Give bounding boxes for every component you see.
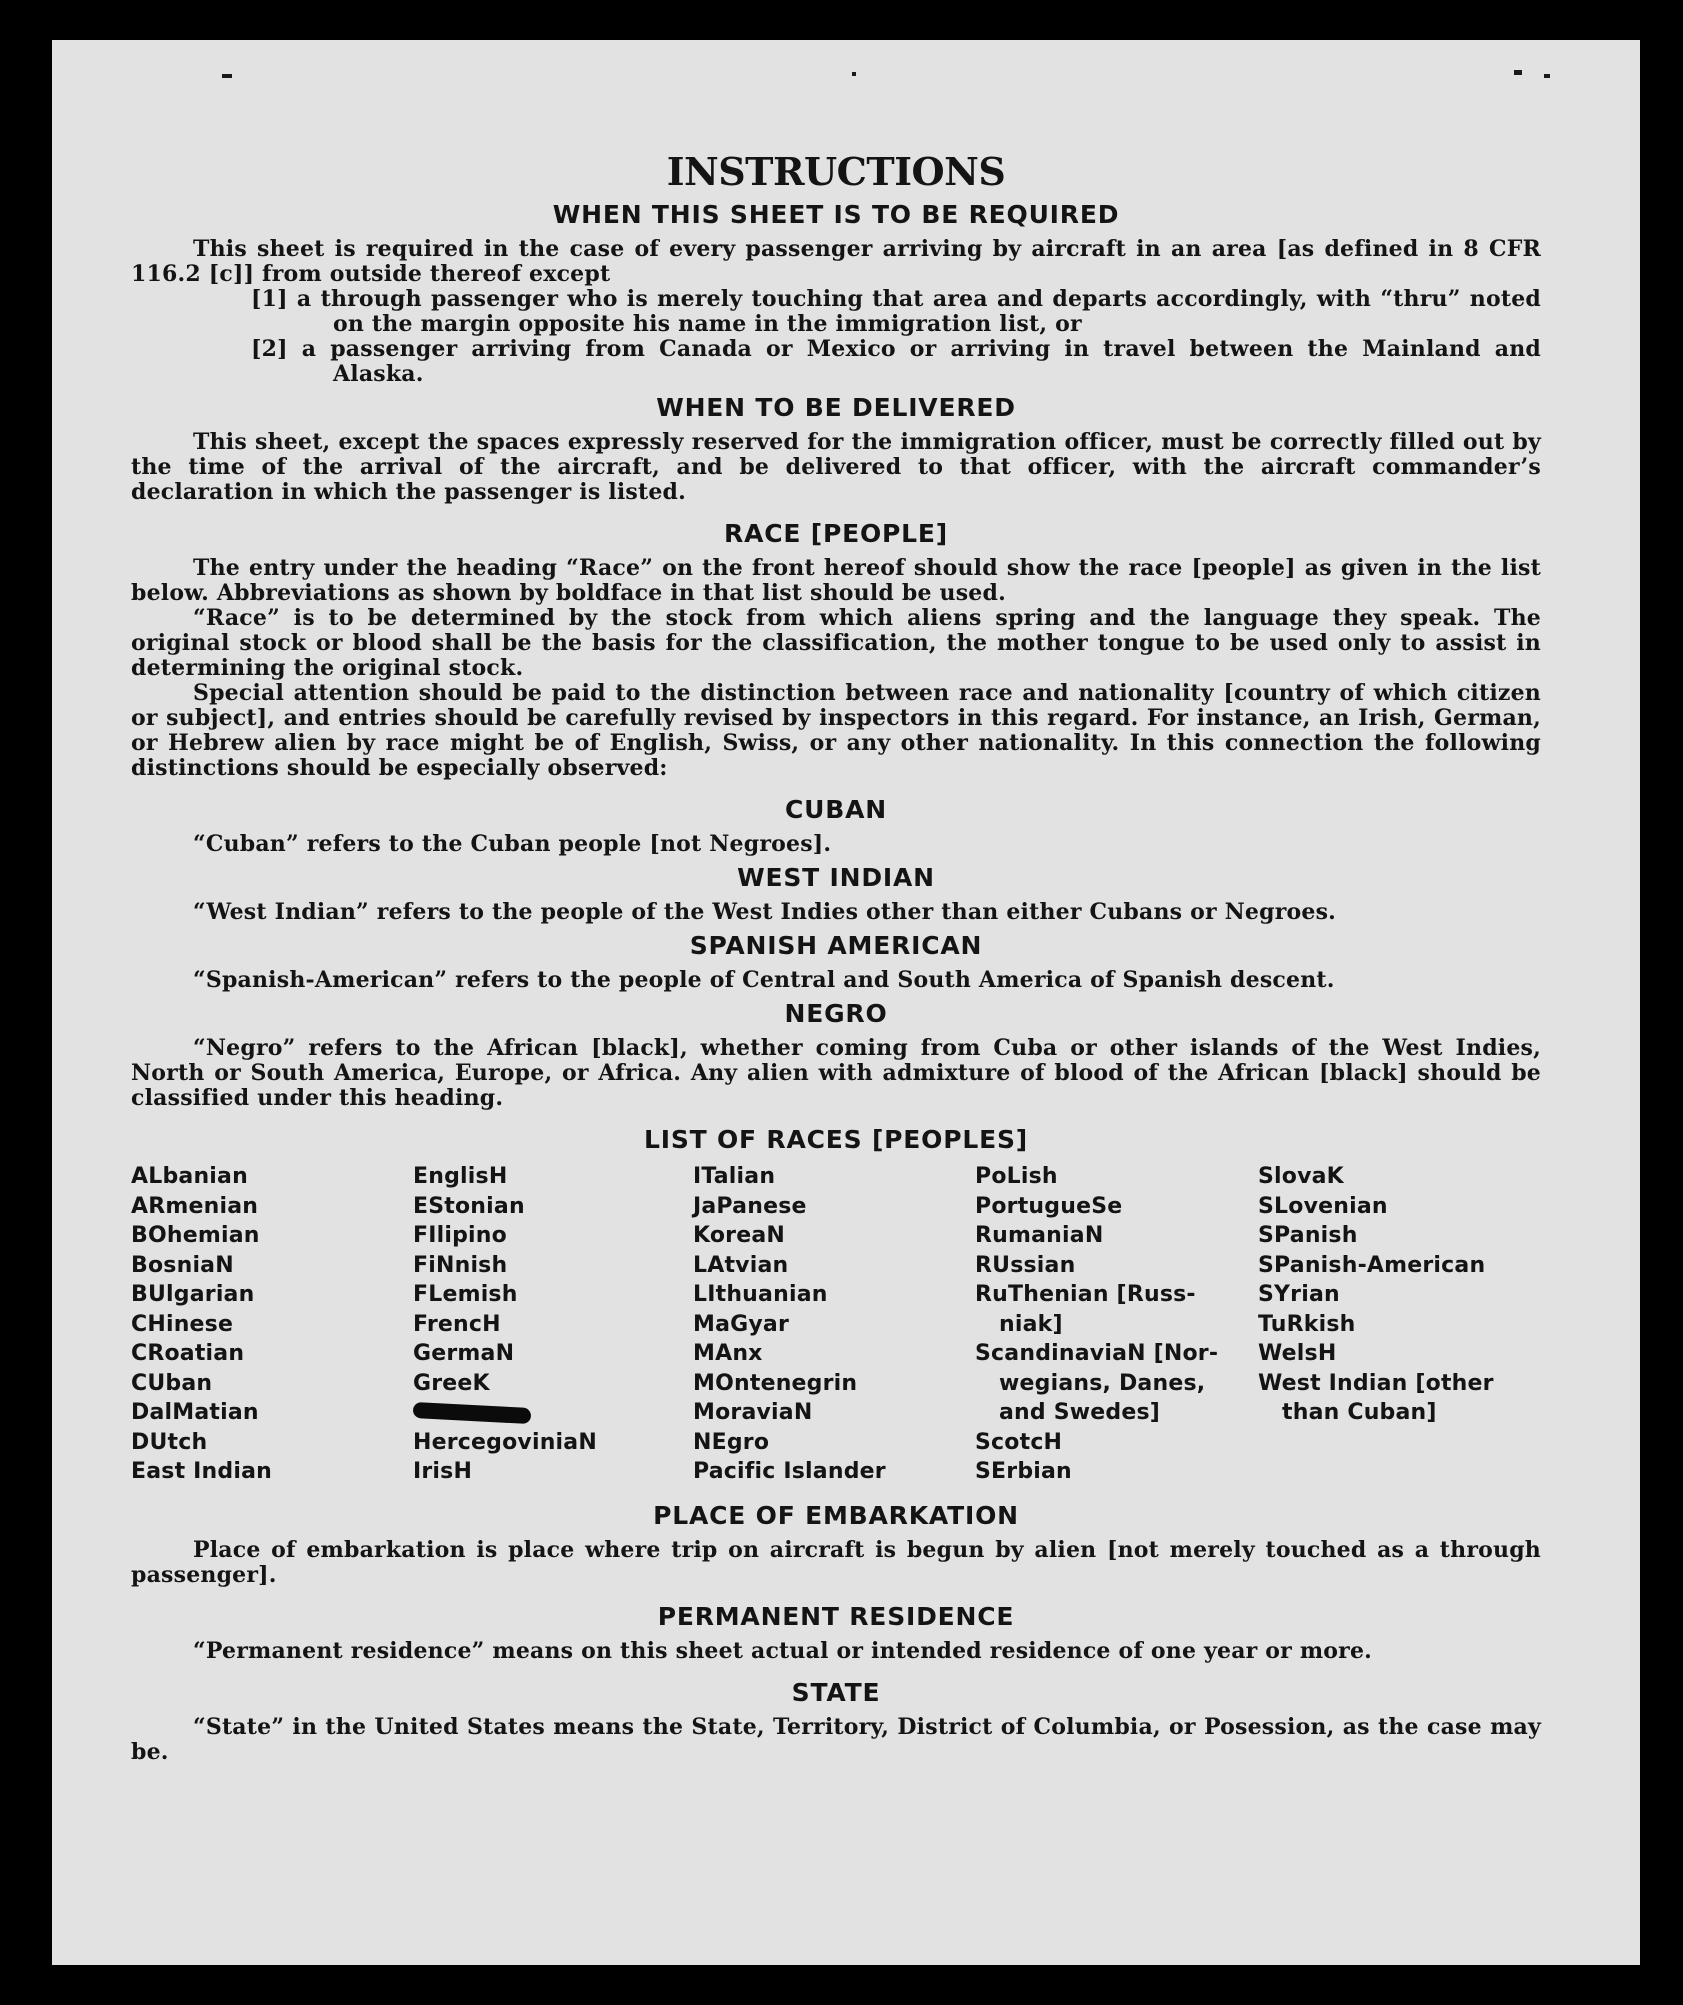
race-entry: IrisH <box>413 1459 473 1484</box>
race-entry: ALbanian <box>131 1164 248 1189</box>
heading-west-indian: WEST INDIAN <box>737 863 935 892</box>
race-entry: TuRkish <box>1258 1311 1356 1337</box>
race-entry: ScotcH <box>975 1429 1063 1455</box>
race-entry: MoraviaN <box>693 1400 813 1425</box>
race-entry: FIlipino <box>413 1223 507 1248</box>
heading-spanish-american: SPANISH AMERICAN <box>689 931 983 960</box>
document-sheet <box>52 40 1640 1965</box>
negro-text: “Negro” refers to the African [black], whether coming from Cuba or other islands of the West Indies, North or South America, Europe, or Africa. Any alien with admixture of blood of the African [black] should be classified under this heading. <box>131 1035 1541 1111</box>
race-entry: ITalian <box>693 1164 776 1189</box>
heading-required: WHEN THIS SHEET IS TO BE REQUIRED <box>552 200 1120 229</box>
race-entry: CHinese <box>131 1311 234 1337</box>
race-entry: PortugueSe <box>975 1193 1123 1219</box>
race-entry: ARmenian <box>131 1193 259 1219</box>
race-entry: JaPanese <box>693 1193 807 1219</box>
speck <box>852 72 856 76</box>
race-entry-continued: than Cuban] <box>1282 1400 1437 1425</box>
instructions-content <box>131 150 1541 1765</box>
race-paragraph-3: Special attention should be paid to the distinction between race and nationality [country of which citizen or subject], and entries should be carefully revised by inspectors in this regard. For instance, an Irish, German, or Hebrew alien by race might be of English, Swiss, or any other nationality. In this connection the following distinctions should be especially observed: <box>131 680 1541 781</box>
race-entry: LIthuanian <box>693 1282 828 1307</box>
heading-negro: NEGRO <box>784 999 888 1028</box>
race-entry: DUtch <box>131 1429 208 1455</box>
heading-cuban: CUBAN <box>785 795 887 824</box>
race-entry: KoreaN <box>693 1223 786 1248</box>
race-entry: MaGyar <box>693 1311 790 1337</box>
heading-embarkation: PLACE OF EMBARKATION <box>653 1500 1019 1530</box>
race-entry: SPanish <box>1258 1223 1358 1248</box>
race-entry: FiNnish <box>413 1252 508 1278</box>
race-entry: LAtvian <box>693 1252 789 1278</box>
race-entry: NEgro <box>693 1429 770 1455</box>
speck <box>1514 70 1522 75</box>
race-entry: RUssian <box>975 1252 1076 1278</box>
speck <box>1544 74 1550 78</box>
race-entry: FrencH <box>413 1311 501 1337</box>
race-entry: PoLish <box>975 1164 1058 1189</box>
heading-list-of-races: LIST OF RACES [PEOPLES] <box>643 1125 1028 1154</box>
embarkation-text: Place of embarkation is place where trip on aircraft is begun by alien [not merely touched as a through passenger]. <box>131 1536 1541 1588</box>
race-entry: RumaniaN <box>975 1223 1104 1248</box>
list-of-races <box>131 1162 1541 1487</box>
race-entry-continued: niak] <box>999 1311 1063 1337</box>
race-entry: ScandinaviaN [Nor- <box>975 1341 1219 1366</box>
race-entry: BUlgarian <box>131 1282 255 1307</box>
redaction-mark <box>413 1402 532 1424</box>
race-paragraph-2: “Race” is to be determined by the stock from which aliens spring and the language they speak. The original stock or blood shall be the basis for the classification, the mother tongue to be used only to assist in determining the original stock. <box>131 605 1541 681</box>
race-entry: GermaN <box>413 1341 515 1366</box>
heading-race: RACE [PEOPLE] <box>724 519 948 548</box>
race-entry: MAnx <box>693 1341 763 1366</box>
races-column-4 <box>975 1162 1258 1487</box>
delivered-text: This sheet, except the spaces expressly reserved for the immigration officer, must be correctly filled out by the time of the arrival of the aircraft, and be delivered to that officer, with the aircraft commander’s declaration in which the passenger is listed. <box>131 429 1541 505</box>
races-column-2 <box>413 1162 693 1487</box>
race-entry: SLovenian <box>1258 1193 1388 1219</box>
race-entry: DalMatian <box>131 1400 259 1425</box>
race-entry: SPanish-American <box>1258 1252 1486 1278</box>
race-entry: West Indian [other <box>1258 1370 1494 1396</box>
race-entry: SYrian <box>1258 1282 1340 1307</box>
speck <box>222 74 232 78</box>
race-paragraph-1: The entry under the heading “Race” on the front hereof should show the race [people] as given in the list below. Abbreviations as shown by boldface in that list should be used. <box>131 555 1541 606</box>
heading-state: STATE <box>791 1677 881 1707</box>
heading-permanent-residence: PERMANENT RESIDENCE <box>657 1601 1015 1631</box>
races-column-1 <box>131 1162 413 1487</box>
race-entry: BosniaN <box>131 1252 234 1278</box>
spanish-american-text: “Spanish-American” refers to the people of Central and South America of Spanish descent. <box>193 967 1335 993</box>
races-column-3 <box>693 1162 975 1487</box>
race-entry: SErbian <box>975 1459 1072 1484</box>
race-entry: BOhemian <box>131 1223 260 1248</box>
heading-delivered: WHEN TO BE DELIVERED <box>656 393 1016 422</box>
race-entry: CRoatian <box>131 1341 245 1366</box>
race-entry: EStonian <box>413 1193 525 1219</box>
state-text: “State” in the United States means the State, Territory, District of Columbia, or Posession, as the case may be. <box>131 1713 1541 1765</box>
required-intro: This sheet is required in the case of every passenger arriving by aircraft in an area [as defined in 8 CFR 116.2 [c]] from outside thereof except <box>131 236 1541 287</box>
exception-2: [2] a passenger arriving from Canada or Mexico or arriving in travel between the Mainland and Alaska. <box>251 336 1541 387</box>
race-entry: HercegoviniaN <box>413 1429 597 1455</box>
cuban-text: “Cuban” refers to the Cuban people [not Negroes]. <box>193 831 832 857</box>
race-entry-continued: wegians, Danes, <box>999 1370 1206 1396</box>
redacted-entry <box>413 1398 693 1428</box>
race-entry: Pacific Islander <box>693 1459 886 1484</box>
residence-text: “Permanent residence” means on this sheet actual or intended residence of one year or more. <box>193 1637 1373 1664</box>
west-indian-text: “West Indian” refers to the people of the West Indies other than either Cubans or Negroes. <box>193 899 1337 925</box>
races-column-5 <box>1258 1162 1541 1487</box>
race-entry: WelsH <box>1258 1341 1337 1366</box>
race-entry: East Indian <box>131 1459 272 1484</box>
race-entry: EnglisH <box>413 1164 508 1189</box>
page-title: INSTRUCTIONS <box>666 149 1006 194</box>
race-entry: GreeK <box>413 1370 490 1396</box>
race-entry: FLemish <box>413 1282 518 1307</box>
exception-1: [1] a through passenger who is merely touching that area and departs accordingly, with “thru” noted on the margin opposite his name in the immigration list, or <box>251 286 1541 337</box>
race-entry: SlovaK <box>1258 1164 1344 1189</box>
race-entry-continued: and Swedes] <box>999 1400 1161 1425</box>
race-entry: RuThenian [Russ- <box>975 1282 1196 1307</box>
race-entry: CUban <box>131 1370 213 1396</box>
race-entry: MOntenegrin <box>693 1370 858 1396</box>
